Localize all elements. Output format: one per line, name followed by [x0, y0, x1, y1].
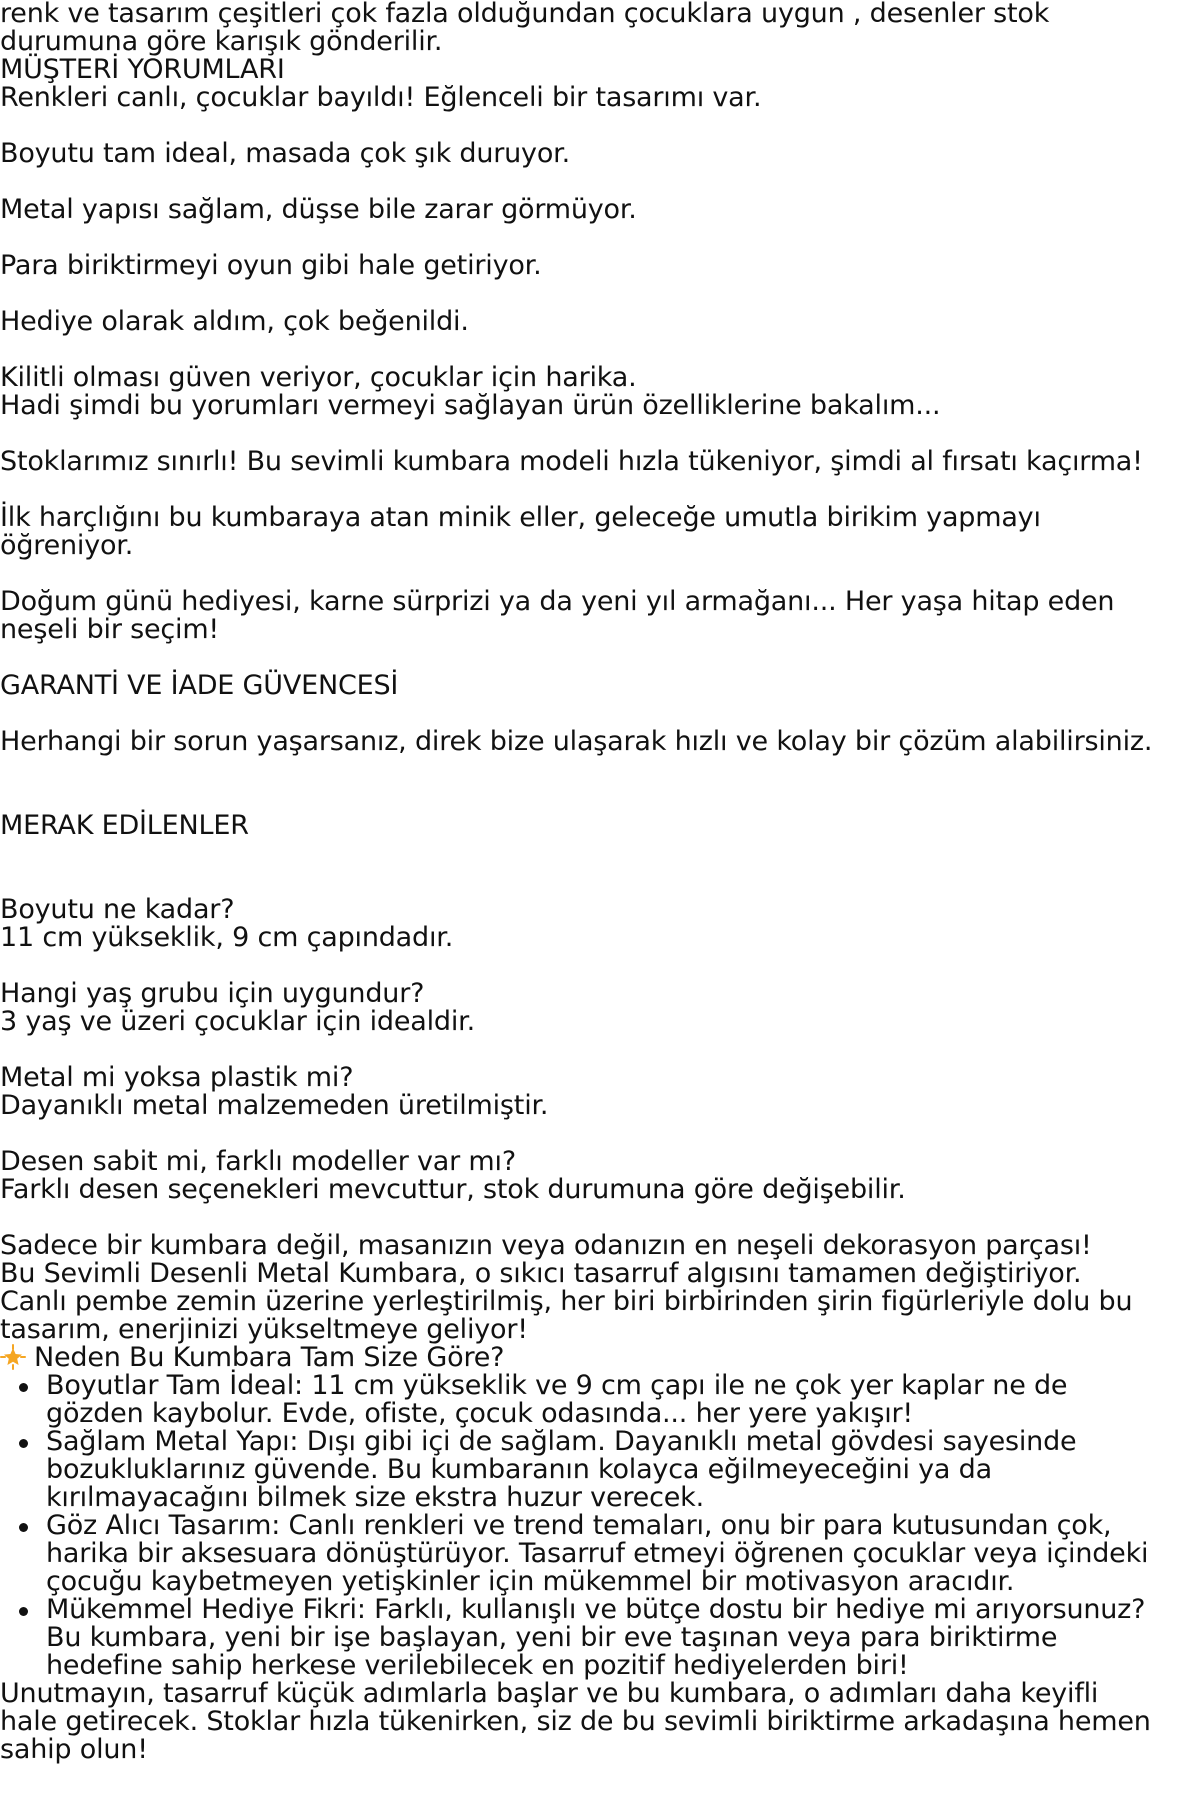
review-item: Para biriktirmeyi oyun gibi hale getiriyor. — [0, 250, 542, 281]
guarantee-text: Herhangi bir sorun yaşarsanız, direk bize ulaşarak hızlı ve kolay bir çözüm alabilirsiniz. — [0, 726, 1153, 757]
feature-item: Mükemmel Hediye Fikri: Farklı, kullanışlı ve bütçe dostu bir hediye mi arıyorsunuz? Bu kumbara, yeni bir işe başlayan, yeni bir eve taşınan veya para biriktirme hedefine sahip herkese verilebilecek en pozitif hediyelerden biri! — [46, 1596, 1160, 1680]
review-item: Renkleri canlı, çocuklar bayıldı! Eğlenceli bir tasarımı var. — [0, 82, 762, 113]
feature-item: Göz Alıcı Tasarım: Canlı renkleri ve trend temaları, onu bir para kutusundan çok, harika bir aksesuara dönüştürüyor. Tasarruf etmeyi öğrenen çocuklar veya içindeki çocuğu kaybetmeyen yetişkinler için mükemmel bir motivasyon aracıdır. — [46, 1512, 1160, 1596]
faq-question: Boyutu ne kadar? — [0, 894, 235, 925]
feature-item: Boyutlar Tam İdeal: 11 cm yükseklik ve 9 cm çapı ile ne çok yer kaplar ne de gözden kaybolur. Evde, ofiste, çocuk odasında... her yere yakışır! — [46, 1372, 1160, 1428]
faq-item — [0, 1064, 1160, 1120]
faq-question: Hangi yaş grubu için uygundur? — [0, 978, 425, 1009]
faq-answer: Dayanıklı metal malzemeden üretilmiştir. — [0, 1090, 549, 1121]
faq-answer: 3 yaş ve üzeri çocuklar için idealdir. — [0, 1006, 475, 1037]
faq-item — [0, 1148, 1160, 1204]
first-allowance-promo: İlk harçlığını bu kumbaraya atan minik eller, geleceğe umutla birikim yapmayı öğreniyor. — [0, 502, 1041, 561]
faq-question: Desen sabit mi, farklı modeller var mı? — [0, 1146, 516, 1177]
review-item: Kilitli olması güven veriyor, çocuklar için harika. — [0, 362, 637, 393]
review-item: Hediye olarak aldım, çok beğenildi. — [0, 306, 469, 337]
stock-promo: Stoklarımız sınırlı! Bu sevimli kumbara modeli hızla tükeniyor, şimdi al fırsatı kaçırma! — [0, 446, 1143, 477]
stock-note: renk ve tasarım çeşitleri çok fazla olduğundan çocuklara uygun , desenler stok durumuna göre karışık gönderilir. — [0, 0, 1050, 57]
why-heading — [0, 1344, 1160, 1372]
faq-answer: 11 cm yükseklik, 9 cm çapındadır. — [0, 922, 454, 953]
description-line: Canlı pembe zemin üzerine yerleştirilmiş, her biri birbirinden şirin figürleriyle dolu bu tasarım, enerjinizi yükseltmeye geliyor! — [0, 1286, 1133, 1345]
gift-promo: Doğum günü hediyesi, karne sürprizi ya da yeni yıl armağanı... Her yaşa hitap eden neşeli bir seçim! — [0, 586, 1115, 645]
faq-question: Metal mi yoksa plastik mi? — [0, 1062, 354, 1093]
glowing-star-icon — [0, 1344, 26, 1370]
faq-answer: Farklı desen seçenekleri mevcuttur, stok durumuna göre değişebilir. — [0, 1174, 906, 1205]
faq-item — [0, 896, 1160, 952]
closing-text: Unutmayın, tasarruf küçük adımlarla başlar ve bu kumbara, o adımları daha keyifli hale getirecek. Stoklar hızla tükenirken, siz de bu sevimli biriktirme arkadaşına hemen sahip olun! — [0, 1678, 1151, 1765]
review-item: Metal yapısı sağlam, düşse bile zarar görmüyor. — [0, 194, 637, 225]
feature-list — [0, 1372, 1160, 1680]
feature-item: Sağlam Metal Yapı: Dışı gibi içi de sağlam. Dayanıklı metal gövdesi sayesinde bozukluklarınız güvende. Bu kumbaranın kolayca eğilmeyeceğini ya da kırılmayacağını bilmek size ekstra huzur verecek. — [46, 1428, 1160, 1512]
reviews-heading: MÜŞTERİ YORUMLARI — [0, 54, 285, 85]
faq-heading: MERAK EDİLENLER — [0, 810, 249, 841]
description-line: Sadece bir kumbara değil, masanızın veya odanızın en neşeli dekorasyon parçası! — [0, 1230, 1092, 1261]
guarantee-heading: GARANTİ VE İADE GÜVENCESİ — [0, 670, 399, 701]
review-item: Boyutu tam ideal, masada çok şık duruyor. — [0, 138, 570, 169]
faq-item — [0, 980, 1160, 1036]
reviews-transition: Hadi şimdi bu yorumları vermeyi sağlayan ürün özelliklerine bakalım... — [0, 390, 941, 421]
description-line: Bu Sevimli Desenli Metal Kumbara, o sıkıcı tasarruf algısını tamamen değiştiriyor. — [0, 1258, 1082, 1289]
why-heading-text: Neden Bu Kumbara Tam Size Göre? — [34, 1342, 505, 1373]
